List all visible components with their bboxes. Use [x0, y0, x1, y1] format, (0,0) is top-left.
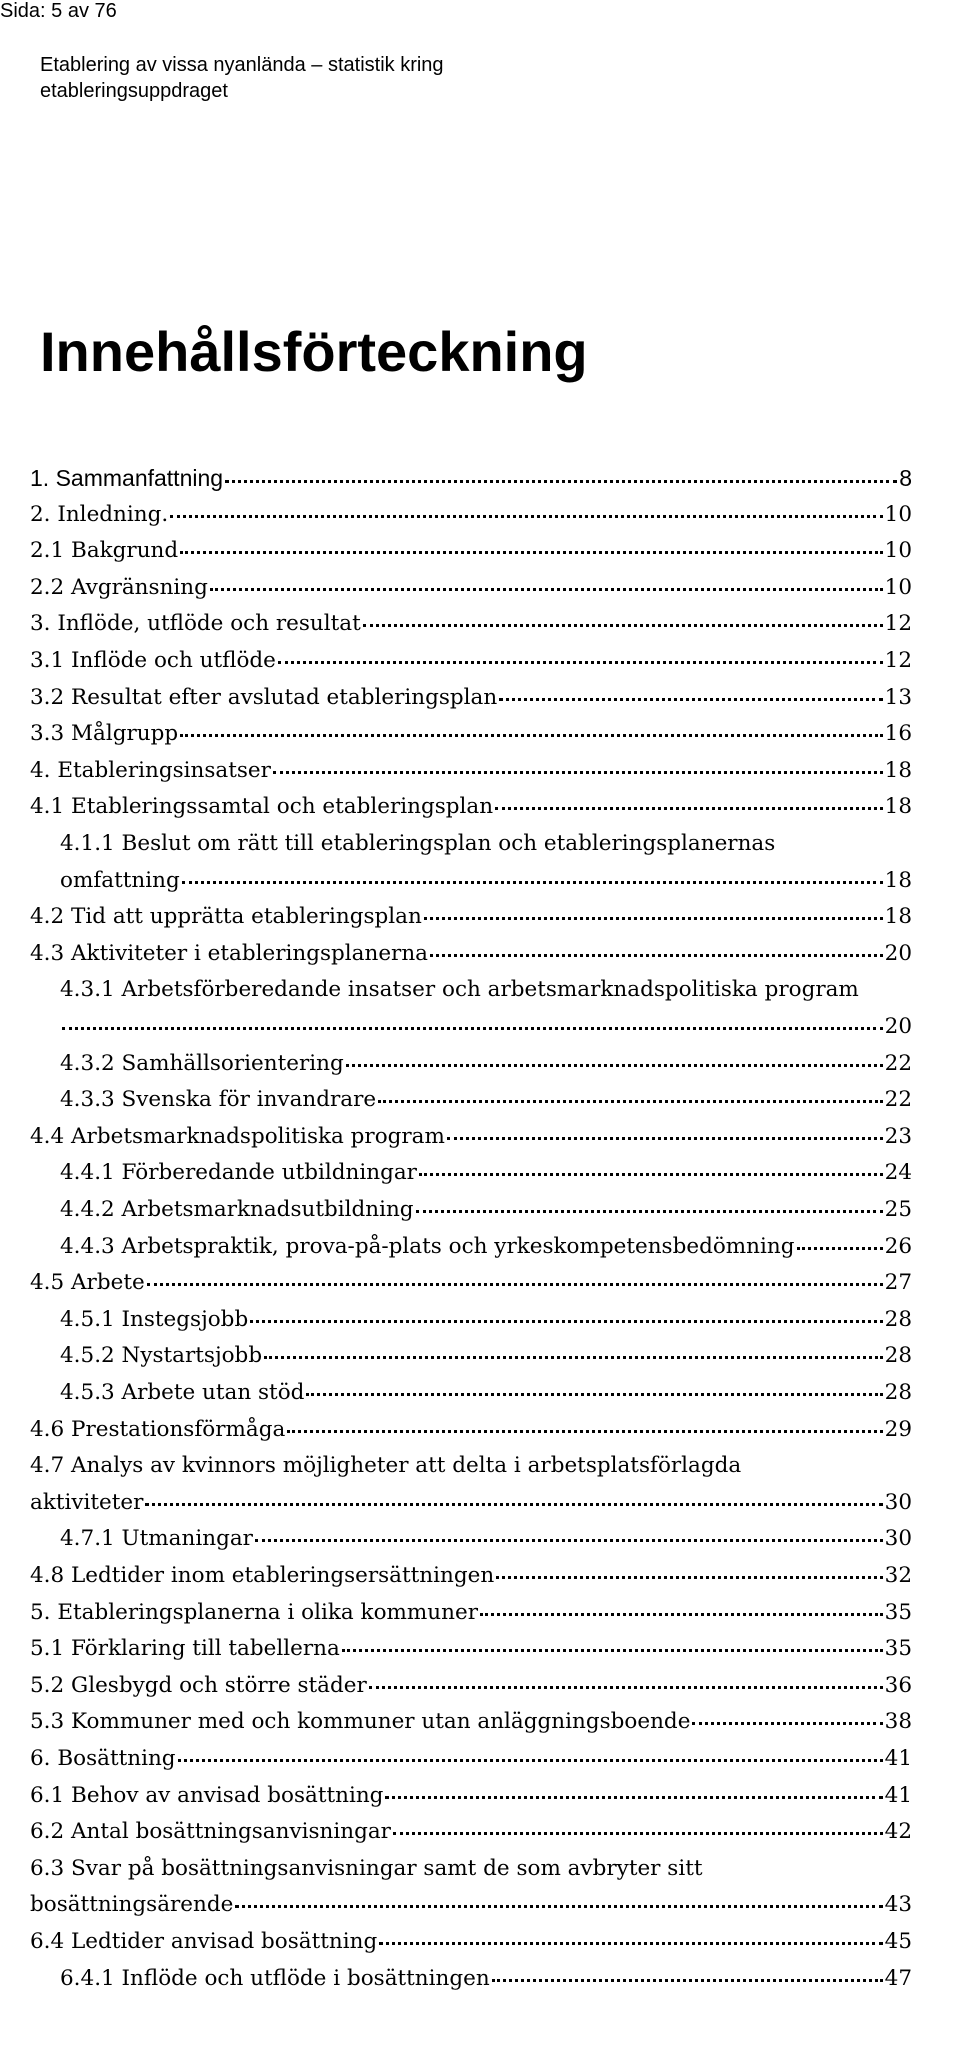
toc-entry-page: 47	[884, 1966, 912, 1991]
toc-entry-text: 5. Etableringsplanerna i olika kommuner	[30, 1600, 478, 1625]
toc-entry-text: 1. Sammanfattning	[30, 465, 224, 491]
dot-leader	[419, 1172, 883, 1176]
toc-entry-page: 18	[884, 868, 912, 893]
toc-entry[interactable]	[30, 899, 912, 935]
toc-entry-continuation: omfattning	[60, 868, 180, 893]
toc-entry[interactable]	[30, 1631, 912, 1667]
dot-leader	[416, 1209, 883, 1213]
toc-entry-text: 6.4.1 Inflöde och utflöde i bosättningen	[60, 1966, 490, 1991]
dot-leader	[499, 697, 882, 701]
toc-entry[interactable]	[60, 1192, 912, 1228]
toc-entry-page: 28	[884, 1343, 912, 1368]
toc-entry[interactable]	[60, 1009, 912, 1045]
toc-entry[interactable]	[30, 1887, 912, 1923]
dot-leader	[369, 1685, 883, 1689]
dot-leader	[273, 770, 883, 774]
toc-entry-continuation: aktiviteter	[30, 1490, 144, 1515]
toc-entry-text: 4.4.1 Förberedande utbildningar	[60, 1160, 417, 1185]
document-title-line-2: etableringsuppdraget	[40, 80, 228, 102]
dot-leader	[379, 1941, 882, 1945]
toc-entry-text[interactable]: 6.3 Svar på bosättningsanvisningar samt de som avbryter sitt	[30, 1856, 703, 1881]
toc-entry[interactable]	[60, 1961, 912, 1997]
toc-entry[interactable]	[60, 863, 912, 899]
toc-entry[interactable]	[30, 533, 912, 569]
toc-entry-page: 10	[884, 502, 912, 527]
toc-entry[interactable]	[60, 1229, 912, 1265]
dot-leader	[363, 623, 883, 627]
toc-entry[interactable]	[30, 936, 912, 972]
toc-entry-page: 20	[884, 941, 912, 966]
dot-leader	[424, 916, 883, 920]
toc-entry[interactable]	[30, 789, 912, 825]
dot-leader	[692, 1721, 882, 1725]
dot-leader	[182, 880, 883, 884]
toc-entry[interactable]	[60, 1046, 912, 1082]
toc-entry-text: 4. Etableringsinsatser	[30, 758, 271, 783]
toc-entry-page: 38	[884, 1709, 912, 1734]
toc-entry-page: 42	[884, 1819, 912, 1844]
toc-entry[interactable]	[30, 1704, 912, 1740]
toc-entry[interactable]	[30, 680, 912, 716]
toc-entry-text: 4.5.1 Instegsjobb	[60, 1307, 249, 1332]
toc-entry-text[interactable]: 4.7 Analys av kvinnors möjligheter att delta i arbetsplatsförlagda	[30, 1453, 742, 1478]
toc-entry-page: 27	[884, 1270, 912, 1295]
dot-leader	[480, 1612, 883, 1616]
toc-entry-continuation: bosättningsärende	[30, 1892, 234, 1917]
toc-entry[interactable]	[30, 1668, 912, 1704]
toc-entry-page: 23	[884, 1124, 912, 1149]
dot-leader	[264, 1355, 883, 1359]
toc-entry-page: 20	[884, 1014, 912, 1039]
dot-leader	[496, 1575, 882, 1579]
toc-heading: Innehållsförteckning	[40, 320, 588, 383]
toc-entry-page: 35	[884, 1636, 912, 1661]
dot-leader	[235, 1904, 882, 1908]
toc-entry-text: 3. Inflöde, utflöde och resultat	[30, 611, 361, 636]
toc-entry-page: 30	[884, 1526, 912, 1551]
dot-leader	[495, 806, 883, 810]
toc-entry[interactable]	[60, 1521, 912, 1557]
toc-entry[interactable]	[30, 1924, 912, 1960]
toc-entry-text: 4.3 Aktiviteter i etableringsplanerna	[30, 941, 428, 966]
toc-entry-text: 5.2 Glesbygd och större städer	[30, 1673, 367, 1698]
toc-entry-page: 22	[884, 1051, 912, 1076]
toc-entry-text[interactable]: 4.3.1 Arbetsförberedande insatser och arbetsmarknadspolitiska program	[60, 977, 859, 1002]
dot-leader	[250, 1319, 882, 1323]
dot-leader	[180, 733, 882, 737]
toc-entry-page: 16	[884, 721, 912, 746]
toc-entry-page: 26	[884, 1234, 912, 1259]
toc-entry-page: 36	[884, 1673, 912, 1698]
toc-entry[interactable]	[30, 460, 912, 496]
dot-leader	[430, 953, 883, 957]
toc-entry[interactable]	[60, 1082, 912, 1118]
toc-entry-page: 32	[884, 1563, 912, 1588]
dot-leader	[797, 1246, 883, 1250]
toc-entry-text: 4.5 Arbete	[30, 1270, 145, 1295]
toc-entry-page: 41	[884, 1783, 912, 1808]
toc-entry-text: 5.1 Förklaring till tabellerna	[30, 1636, 340, 1661]
toc-entry-text: 3.3 Målgrupp	[30, 721, 179, 746]
toc-entry-text: 6.2 Antal bosättningsanvisningar	[30, 1819, 391, 1844]
toc-entry-page: 10	[884, 575, 912, 600]
toc-entry-text: 2.1 Bakgrund	[30, 538, 179, 563]
toc-entry-page: 8	[899, 465, 912, 491]
toc-entry[interactable]	[30, 1814, 912, 1850]
toc-entry-text: 2.2 Avgränsning	[30, 575, 208, 600]
toc-entry[interactable]	[30, 716, 912, 752]
toc-entry-page: 10	[884, 538, 912, 563]
toc-entry[interactable]	[60, 1338, 912, 1374]
toc-entry-text: 4.1 Etableringssamtal och etableringsplan	[30, 794, 494, 819]
toc-entry[interactable]	[30, 1412, 912, 1448]
toc-entry-page: 24	[884, 1160, 912, 1185]
toc-entry[interactable]	[30, 1265, 912, 1301]
dot-leader	[306, 1392, 882, 1396]
toc-entry-page: 28	[884, 1380, 912, 1405]
dot-leader	[178, 1758, 883, 1762]
toc-entry-text: 4.8 Ledtider inom etableringsersättningen	[30, 1563, 495, 1588]
toc-entry[interactable]	[30, 570, 912, 606]
toc-entry[interactable]	[60, 1375, 912, 1411]
dot-leader	[225, 479, 897, 483]
toc-entry-page: 35	[884, 1600, 912, 1625]
toc-entry[interactable]	[30, 643, 912, 679]
toc-entry-text: 4.2 Tid att upprätta etableringsplan	[30, 904, 422, 929]
dot-leader	[346, 1063, 883, 1067]
toc-entry-text: 4.4.2 Arbetsmarknadsutbildning	[60, 1197, 414, 1222]
toc-entry-text: 4.3.3 Svenska för invandrare	[60, 1087, 377, 1112]
toc-entry-page: 45	[884, 1929, 912, 1954]
toc-entry-text: 4.6 Prestationsförmåga	[30, 1417, 286, 1442]
page-number: Sida: 5 av 76	[0, 0, 117, 22]
dot-leader	[385, 1795, 882, 1799]
dot-leader	[210, 587, 883, 591]
dot-leader	[378, 1099, 883, 1103]
toc-entry[interactable]	[60, 1155, 912, 1191]
toc-entry[interactable]	[30, 606, 912, 642]
toc-entry-text: 3.2 Resultat efter avslutad etableringsplan	[30, 685, 498, 710]
dot-leader	[447, 1136, 883, 1140]
toc-entry-page: 28	[884, 1307, 912, 1332]
document-title	[40, 52, 640, 104]
toc-entry-page: 41	[884, 1746, 912, 1771]
toc-entry-text: 4.4.3 Arbetspraktik, prova-på-plats och yrkeskompetensbedömning	[60, 1234, 795, 1259]
toc-entry-page: 12	[884, 648, 912, 673]
toc-entry[interactable]	[30, 1485, 912, 1521]
toc-entry-text: 4.7.1 Utmaningar	[60, 1526, 253, 1551]
toc-entry-page: 12	[884, 611, 912, 636]
toc-entry-text: 6.1 Behov av anvisad bosättning	[30, 1783, 384, 1808]
toc-entry-page: 30	[884, 1490, 912, 1515]
toc-entry[interactable]	[30, 1595, 912, 1631]
toc-entry-page: 13	[884, 685, 912, 710]
dot-leader	[170, 514, 882, 518]
dot-leader	[342, 1648, 883, 1652]
dot-leader	[278, 660, 883, 664]
toc-entry[interactable]	[30, 1558, 912, 1594]
toc-entry-text[interactable]: 4.1.1 Beslut om rätt till etableringsplan och etableringsplanernas	[60, 831, 776, 856]
toc-entry-page: 18	[884, 794, 912, 819]
toc-entry-text: 4.5.2 Nystartsjobb	[60, 1343, 263, 1368]
dot-leader	[145, 1502, 882, 1506]
toc-entry-page: 25	[884, 1197, 912, 1222]
dot-leader	[393, 1831, 883, 1835]
toc-entry-page: 18	[884, 758, 912, 783]
dot-leader	[180, 550, 882, 554]
dot-leader	[62, 1026, 883, 1030]
dot-leader	[147, 1282, 883, 1286]
toc-entry-page: 29	[884, 1417, 912, 1442]
toc-entry[interactable]	[30, 1119, 912, 1155]
toc-entry-page: 22	[884, 1087, 912, 1112]
dot-leader	[287, 1429, 882, 1433]
toc-entry-text: 4.3.2 Samhällsorientering	[60, 1051, 344, 1076]
toc-entry[interactable]	[30, 497, 912, 533]
dot-leader	[492, 1978, 883, 1982]
toc-entry[interactable]	[30, 1741, 912, 1777]
toc-entry-text: 6.4 Ledtider anvisad bosättning	[30, 1929, 378, 1954]
toc-entry-text: 6. Bosättning	[30, 1746, 176, 1771]
toc-entry-page: 43	[884, 1892, 912, 1917]
toc-entry-text: 4.4 Arbetsmarknadspolitiska program	[30, 1124, 445, 1149]
toc-entry[interactable]	[60, 1302, 912, 1338]
toc-entry-page: 18	[884, 904, 912, 929]
dot-leader	[255, 1538, 883, 1542]
toc-entry[interactable]	[30, 753, 912, 789]
toc-entry[interactable]	[30, 1778, 912, 1814]
toc-entry-text: 4.5.3 Arbete utan stöd	[60, 1380, 305, 1405]
toc-entry-text: 5.3 Kommuner med och kommuner utan anläggningsboende	[30, 1709, 691, 1734]
toc-entry-text: 3.1 Inflöde och utflöde	[30, 648, 276, 673]
document-title-line-1: Etablering av vissa nyanlända – statistik kring	[40, 54, 444, 76]
toc-entry-text: 2. Inledning.	[30, 502, 169, 527]
